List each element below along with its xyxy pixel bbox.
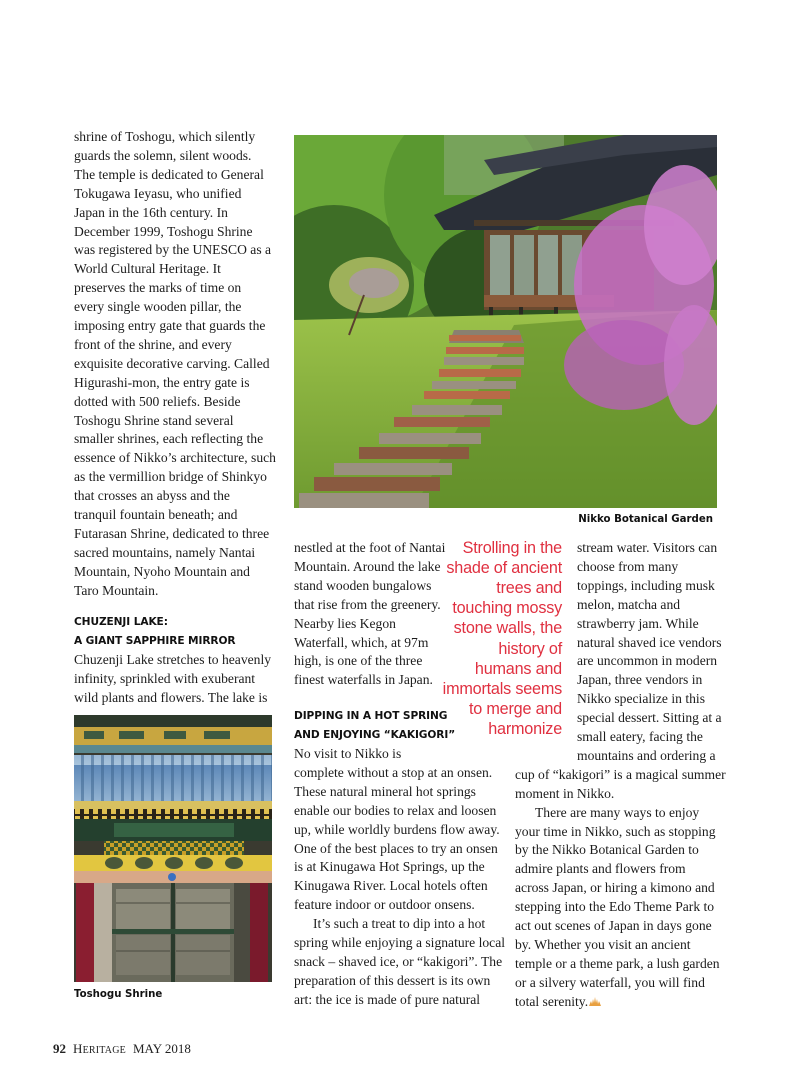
- text-line: natural shaved ice vendors: [577, 634, 722, 650]
- text-line: by. Whether you visit an ancient: [515, 936, 691, 952]
- text-line: moment in Nikko.: [515, 785, 615, 801]
- text-line: strawberry jam. While: [577, 615, 699, 631]
- text-line: There are many ways to enjoy: [535, 804, 700, 820]
- text-line: enable our bodies to relax and loosen: [294, 802, 497, 818]
- text-line: your time in Nikko, such as stopping: [515, 823, 716, 839]
- toshogu-shrine-illustration: [74, 715, 272, 982]
- text-line: stand wooden bungalows: [294, 577, 432, 593]
- text-line: Taro Mountain.: [74, 582, 159, 598]
- photo-caption-nikko-botanical-garden: Nikko Botanical Garden: [578, 514, 713, 525]
- text-line: dotted with 500 reliefs. Beside: [74, 393, 241, 409]
- text-line: snack – shaved ice, or “kakigori”. The: [294, 953, 503, 969]
- text-line: Toshogu Shrine stand several: [74, 412, 234, 428]
- text-line: stream water. Visitors can: [577, 540, 718, 555]
- text-line: as the vermillion bridge of Shinkyo: [74, 469, 267, 485]
- text-line: sacred mountains, namely Nantai: [74, 544, 256, 560]
- text-line: December 1999, Toshogu Shrine: [74, 223, 253, 239]
- text-line: The temple is dedicated to General: [74, 166, 264, 182]
- text-line: preserves the marks of time on: [74, 280, 242, 296]
- section-heading-line: AND ENJOYING “KAKIGORI”: [294, 729, 456, 741]
- text-line: up, while worldly burdens flow away.: [294, 821, 500, 837]
- text-line: Japan, three vendors in: [577, 672, 703, 688]
- text-line: toppings, including musk: [577, 577, 715, 593]
- text-line: special dessert. Sitting at a: [577, 710, 722, 726]
- text-line: infinity, sprinkled with exuberant: [74, 670, 256, 686]
- text-line: small eatery, facing the: [577, 729, 703, 744]
- toshogu-shrine-photo: [74, 715, 272, 982]
- text-line: Tokugawa Ieyasu, who unified: [74, 185, 242, 201]
- text-line: across Japan, or hiring a kimono and: [515, 880, 715, 896]
- issue-date: MAY 2018: [132, 1041, 191, 1056]
- text-line: shrine of Toshogu, which silently: [74, 129, 256, 144]
- text-line: Waterfall, which, at 97m: [294, 634, 429, 650]
- text-line: art: the ice is made of pure natural: [294, 991, 481, 1007]
- text-line: act out scenes of Japan in days gone: [515, 918, 712, 933]
- text-line: No visit to Nikko is: [294, 746, 402, 761]
- text-line: cup of “kakigori” is a magical summer: [515, 766, 726, 782]
- text-line: front of the shrine, and every: [74, 336, 232, 352]
- text-line: finest waterfalls in Japan.: [294, 672, 433, 688]
- text-line: spring while enjoying a signature local: [294, 935, 506, 950]
- text-line: high, is one of the three: [294, 653, 423, 669]
- pull-quote-line: humans and: [474, 659, 562, 678]
- magazine-name: [73, 1041, 126, 1056]
- text-line: every single wooden pillar, the: [74, 299, 242, 315]
- text-line: It’s such a treat to dip into a hot: [313, 916, 486, 932]
- page-number: 92: [53, 1041, 66, 1056]
- page-footer: [53, 1040, 191, 1058]
- text-line: temple or a theme park, a lush garden: [515, 955, 720, 971]
- text-line: smaller shrines, each reflecting the: [74, 431, 264, 447]
- text-line: are uncommon in modern: [577, 653, 718, 669]
- text-line: Nearby lies Kegon: [294, 615, 396, 631]
- text-line: by the Nikko Botanical Garden to: [515, 842, 699, 858]
- text-line: feature indoor or outdoor onsens.: [294, 897, 475, 913]
- text-line: Higurashi-mon, the entry gate is: [74, 374, 250, 390]
- magazine-name-rest: ERITAGE: [82, 1045, 126, 1056]
- text-line: wild plants and flowers. The lake is: [74, 689, 268, 705]
- pull-quote-line: touching mossy: [452, 599, 562, 618]
- text-line: essence of Nikko’s architecture, such: [74, 450, 276, 466]
- text-line: nestled at the foot of Nantai: [294, 540, 446, 555]
- text-line: or a silvery waterfall, you will find: [515, 974, 705, 990]
- pull-quote-line: Strolling in the: [462, 539, 562, 557]
- text-line: admire plants and flowers from: [515, 861, 686, 877]
- section-heading-line: CHUZENJI LAKE:: [74, 616, 168, 628]
- text-line: imposing entry gate that guards the: [74, 318, 266, 333]
- text-line: that crosses an abyss and the: [74, 488, 230, 504]
- text-line: tranquil fountain beneath; and: [74, 507, 238, 522]
- garden-illustration: [294, 135, 717, 508]
- text-line: total serenity.: [515, 992, 601, 1011]
- text-line: choose from many: [577, 558, 679, 574]
- pull-quote-line: to merge and: [469, 699, 562, 718]
- text-line: guards the solemn, silent woods.: [74, 147, 252, 163]
- photo-caption-toshogu-shrine: Toshogu Shrine: [74, 989, 163, 1000]
- text-line: Nikko specialize in this: [577, 691, 705, 707]
- text-line: One of the best places to try an onsen: [294, 840, 498, 856]
- text-line: These natural mineral hot springs: [294, 783, 476, 799]
- text-line: Chuzenji Lake stretches to heavenly: [74, 652, 272, 667]
- nikko-botanical-garden-photo: [294, 135, 717, 508]
- text-line: stepping into the Edo Theme Park to: [515, 899, 715, 915]
- text-line: mountains and ordering a: [577, 747, 716, 763]
- text-line: World Cultural Heritage. It: [74, 261, 221, 277]
- text-line: preparation of this dessert is its own: [294, 972, 491, 988]
- text-line: Mountain. Around the lake: [294, 558, 441, 574]
- pull-quote-line: stone walls, the: [453, 619, 562, 638]
- text-line: exquisite decorative carving. Called: [74, 355, 270, 371]
- text-line: is at Kinugawa Hot Springs, up the: [294, 859, 485, 875]
- text-line: that rise from the greenery.: [294, 596, 441, 612]
- pull-quote-line: immortals seems: [442, 679, 562, 698]
- section-heading-line: DIPPING IN A HOT SPRING: [294, 710, 448, 722]
- text-line: Kinugawa River. Local hotels often: [294, 878, 488, 894]
- pull-quote-line: trees and: [496, 579, 562, 598]
- pull-quote-line: shade of ancient: [446, 559, 562, 578]
- section-heading-line: A GIANT SAPPHIRE MIRROR: [74, 635, 236, 647]
- text-line: Japan in the 16th century. In: [74, 204, 228, 220]
- pull-quote-line: harmonize: [488, 719, 562, 738]
- text-line: Mountain, Nyoho Mountain and: [74, 563, 250, 579]
- text-line: Futarasan Shrine, dedicated to three: [74, 525, 270, 541]
- magazine-name-initial: H: [73, 1041, 83, 1056]
- lotus-end-mark-icon: [589, 997, 601, 1006]
- text-line: complete without a stop at an onsen.: [294, 764, 493, 780]
- text-line: was registered by the UNESCO as a: [74, 242, 272, 258]
- pull-quote-line: history of: [498, 639, 562, 658]
- text-line: melon, matcha and: [577, 596, 681, 612]
